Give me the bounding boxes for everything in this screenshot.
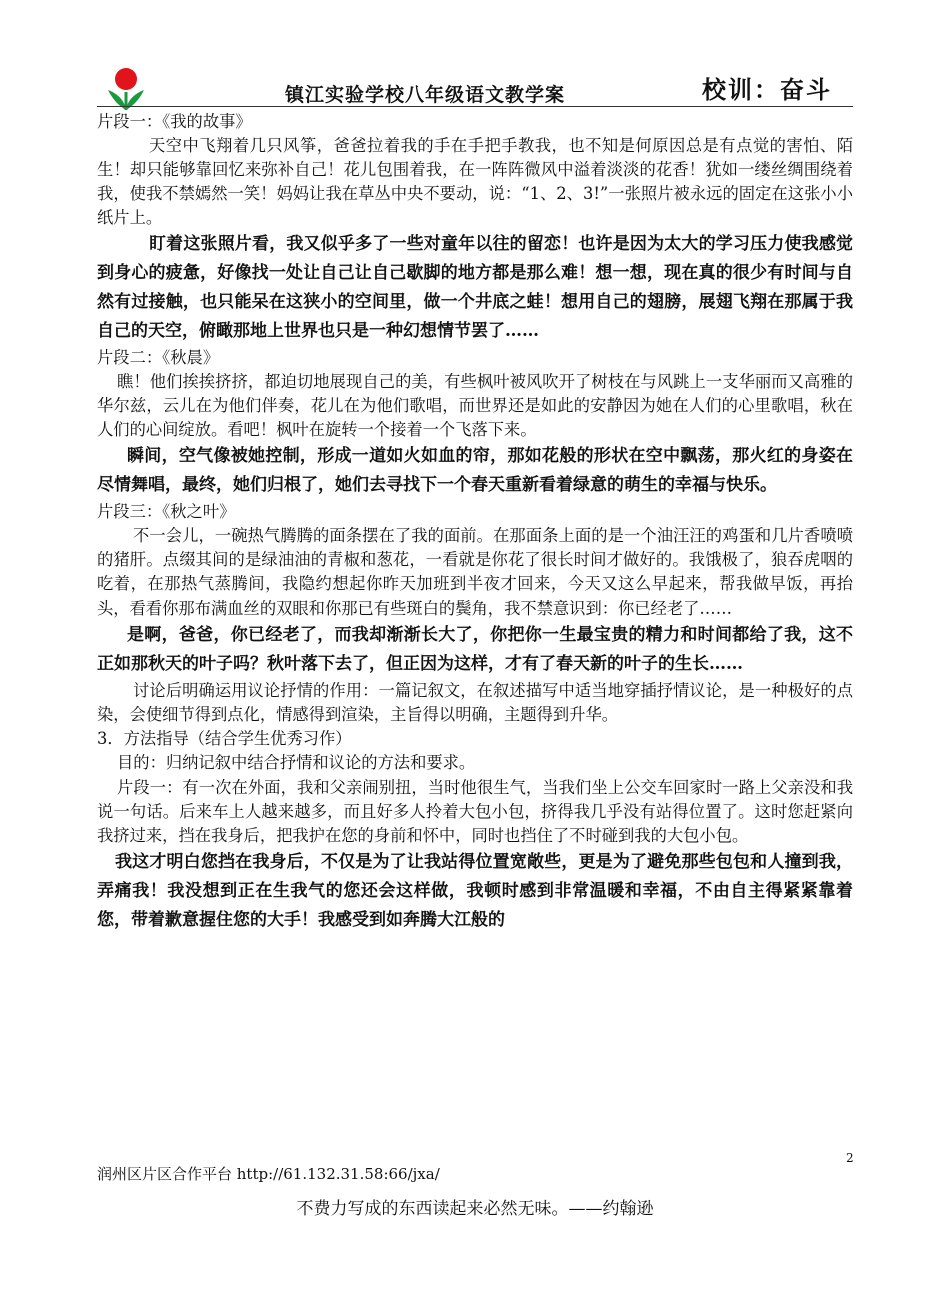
narrative-paragraph: 片段一：有一次在外面，我和父亲闹别扭，当时他很生气，当我们坐上公交车回家时一路上父亲没和我说一句话。后来车上人越来越多，而且好多人拎着大包小包，挤得我几乎没有站得位置了。这时您赶紧向我挤过来，挡在我身后，把我护在您的身前和怀中，同时也挡住了不时碰到我的大包小包。 bbox=[97, 777, 853, 845]
section-heading: 3．方法指导（结合学生优秀习作） bbox=[97, 729, 352, 749]
narrative-paragraph: 瞧！他们挨挨挤挤，都迫切地展现自己的美，有些枫叶被风吹开了树枝在与风跳上一支华丽而又高雅的华尔兹，云儿在为他们伴奏，花儿在为他们歌唱，而世界还是如此的安静因为她在人们的心里歌唱，秋在人们的心间绽放。看吧！枫叶在旋转一个接着一个飞落下来。 bbox=[97, 371, 853, 440]
page-number: 2 bbox=[846, 1151, 854, 1165]
excerpt-heading: 片段一：《我的故事》 bbox=[97, 112, 252, 131]
document-title: 镇江实验学校八年级语文教学案 bbox=[285, 84, 566, 106]
objective-paragraph: 目的：归纳记叙中结合抒情和议论的方法和要求。 bbox=[117, 753, 476, 773]
reflective-paragraph: 我这才明白您挡在我身后，不仅是为了让我站得位置宽敞些，更是为了避免那些包包和人撞到我，弄痛我！我没想到正在生我气的您还会这样做，我顿时感到非常温暖和幸福，不由自主得紧紧靠着您，带着歉意握住您的大手！我感受到如奔腾大江般的 bbox=[97, 852, 853, 931]
page-header bbox=[97, 62, 857, 106]
reflective-paragraph: 瞬间，空气像被她控制，形成一道如火如血的帘，那如花般的形状在空中飘荡，那火红的身姿在尽情舞唱，最终，她们归根了，她们去寻找下一个春天重新看着绿意的萌生的幸福与快乐。 bbox=[97, 446, 853, 496]
reflective-paragraph: 是啊，爸爸，你已经老了，而我却渐渐长大了，你把你一生最宝贵的精力和时间都给了我，这不正如那秋天的叶子吗？秋叶落下去了，但正因为这样，才有了春天新的叶子的生长…… bbox=[97, 624, 853, 674]
footer-quote: 不费力写成的东西读起来必然无味。——约翰逊 bbox=[296, 1199, 654, 1219]
footer-site-link: 润州区片区合作平台 http://61.132.31.58:66/jxa/ bbox=[97, 1165, 440, 1183]
excerpt-heading: 片段三：《秋之叶》 bbox=[97, 502, 236, 522]
school-motto: 校训：奋斗 bbox=[702, 75, 832, 104]
narrative-paragraph: 不一会儿，一碗热气腾腾的面条摆在了我的面前。在那面条上面的是一个油汪汪的鸡蛋和几片香喷喷的猪肝。点缀其间的是绿油油的青椒和葱花，一看就是你花了很长时间才做好的。我饿极了，狼吞虎咽的吃着，在那热气蒸腾间，我隐约想起你昨天加班到半夜才回来，今天又这么早起来，帮我做早饭，再抬头，看看你那布满血丝的双眼和你那已有些斑白的鬓角，我不禁意识到：你已经老了…… bbox=[97, 525, 853, 618]
header-divider bbox=[97, 106, 853, 107]
reflective-paragraph: 盯着这张照片看，我又似乎多了一些对童年以往的留恋！也许是因为太大的学习压力使我感觉到身心的疲惫，好像找一处让自己让自己歇脚的地方都是那么难！想一想，现在真的很少有时间与自然有过接触，也只能呆在这狭小的空间里，做一个井底之蛙！想用自己的翅膀，展翅飞翔在那属于我自己的天空，俯瞰那地上世界也只是一种幻想情节罢了…… bbox=[97, 234, 853, 342]
document-body bbox=[97, 110, 853, 935]
discussion-paragraph: 讨论后明确运用议论抒情的作用：一篇记叙文，在叙述描写中适当地穿插抒情议论，是一种极好的点染，会使细节得到点化，情感得到渲染，主旨得以明确，主题得到升华。 bbox=[97, 680, 853, 724]
excerpt-heading: 片段二：《秋晨》 bbox=[97, 348, 220, 368]
narrative-paragraph: 天空中飞翔着几只风筝，爸爸拉着我的手在手把手教我，也不知是何原因总是有点觉的害怕、陌生！却只能够靠回忆来弥补自己！花儿包围着我，在一阵阵微风中溢着淡淡的花香！犹如一缕丝绸围绕着我，使我不禁嫣然一笑！妈妈让我在草丛中央不要动，说：“1、2、3!”一张照片被永远的固定在这张小小纸片上。 bbox=[97, 135, 853, 228]
